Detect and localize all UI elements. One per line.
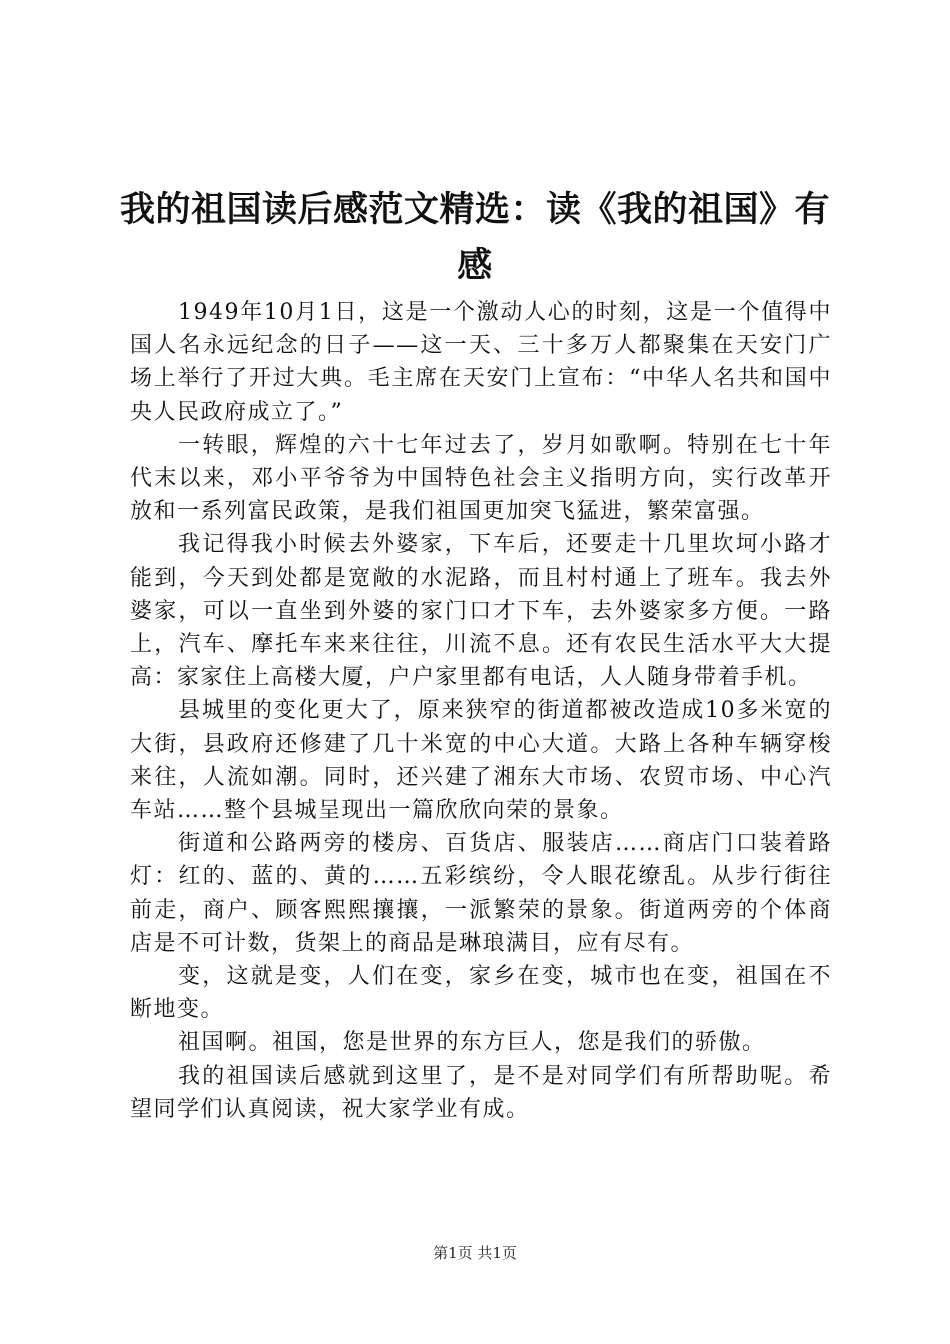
- document-title: 我的祖国读后感范文精选：读《我的祖国》有感: [120, 190, 831, 286]
- paragraph-3: 我记得我小时候去外婆家，下车后，还要走十几里坎坷小路才能到，今天到处都是宽敞的水泥路，而且村村通上了班车。我去外婆家，可以一直坐到外婆的家门口才下车，去外婆家多方便。一路上，汽车、摩托车来来往往，川流不息。还有农民生活水平大大提高：家家住上高楼大厦，户户家里都有电话，人人随身带着手机。: [130, 532, 832, 691]
- paragraph-5: 街道和公路两旁的楼房、百货店、服装店……商店门口装着路灯：红的、蓝的、黄的……五彩缤纷，令人眼花缭乱。从步行街往前走，商户、顾客熙熙攘攘，一派繁荣的景象。街道两旁的个体商店是不可计数，货架上的商品是琳琅满目，应有尽有。: [130, 831, 832, 956]
- paragraph-6: 变，这就是变，人们在变，家乡在变，城市也在变，祖国在不断地变。: [130, 964, 832, 1023]
- document-body: [130, 296, 832, 1126]
- paragraph-1: 1949年10月1日，这是一个激动人心的时刻，这是一个值得中国人名永远纪念的日子——这一天、三十多万人都聚集在天安门广场上举行了开过大典。毛主席在天安门上宣布：“中华人名共和国中央人民政府成立了。”: [130, 300, 832, 425]
- paragraph-4: 县城里的变化更大了，原来狭窄的街道都被改造成10多米宽的大街，县政府还修建了几十米宽的中心大道。大路上各种车辆穿梭来往，人流如潮。同时，还兴建了湘东大市场、农贸市场、中心汽车站……整个县城呈现出一篇欣欣向荣的景象。: [130, 698, 832, 824]
- page-footer: 第1页 共1页: [433, 1244, 517, 1262]
- paragraph-2: 一转眼，辉煌的六十七年过去了，岁月如歌啊。特别在七十年代末以来，邓小平爷爷为中国特色社会主义指明方向，实行改革开放和一系列富民政策，是我们祖国更加突飞猛进，繁荣富强。: [130, 432, 832, 525]
- paragraph-7: 祖国啊。祖国，您是世界的东方巨人，您是我们的骄傲。: [178, 1030, 766, 1056]
- paragraph-8: 我的祖国读后感就到这里了，是不是对同学们有所帮助呢。希望同学们认真阅读，祝大家学业有成。: [130, 1063, 832, 1122]
